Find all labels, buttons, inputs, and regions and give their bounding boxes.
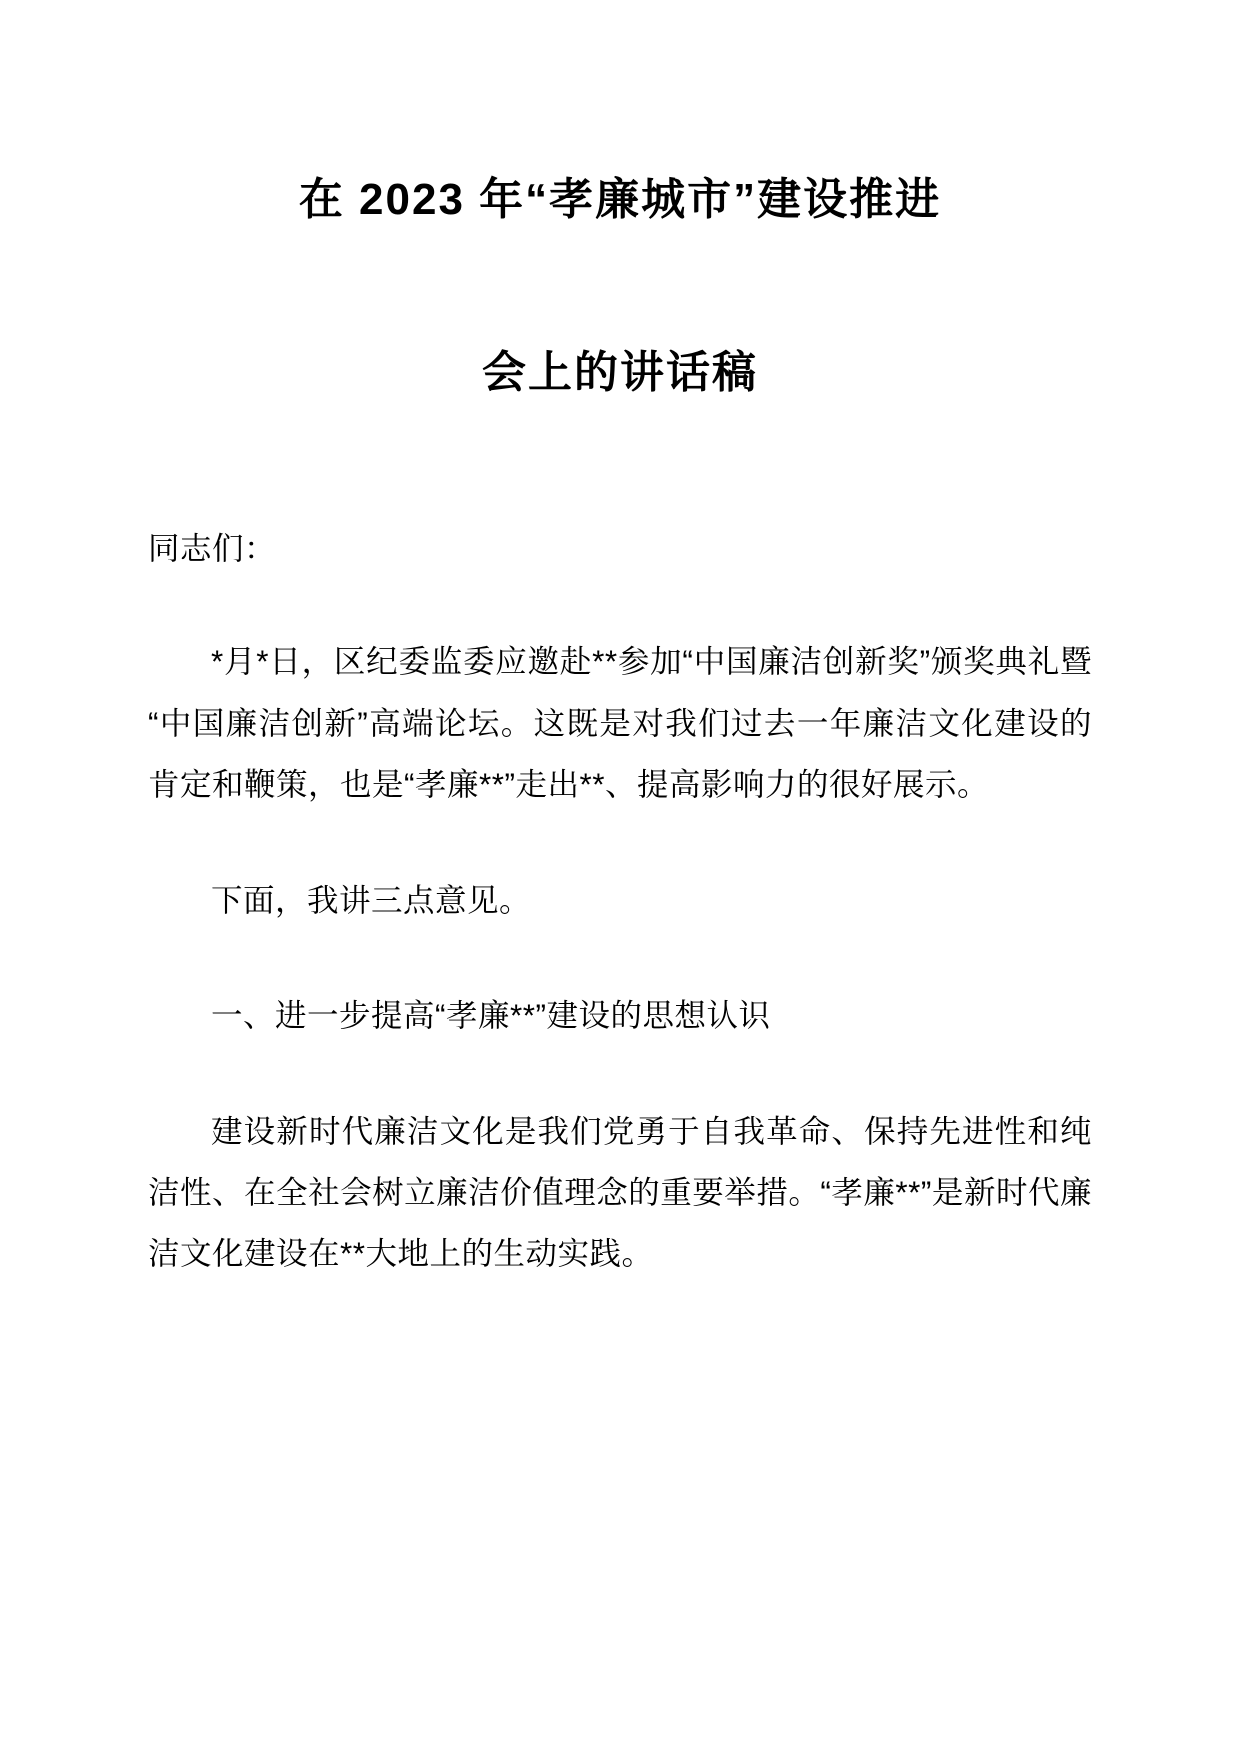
- document-body: [148, 518, 1092, 1285]
- section-heading-1: 一、进一步提高“孝廉**”建设的思想认识: [211, 997, 771, 1034]
- salutation: 同志们：: [148, 530, 277, 566]
- title-line-1: 在 2023 年“孝廉城市”建设推进: [298, 175, 942, 224]
- title-line-2: 会上的讲话稿: [482, 348, 758, 397]
- page-title: [148, 172, 1092, 400]
- paragraph-3: 建设新时代廉洁文化是我们党勇于自我革命、保持先进性和纯洁性、在全社会树立廉洁价值理念的重要举措。“孝廉**”是新时代廉洁文化建设在**大地上的生动实践。: [148, 1112, 1092, 1272]
- paragraph-1: *月*日，区纪委监委应邀赴**参加“中国廉洁创新奖”颁奖典礼暨“中国廉洁创新”高端论坛。这既是对我们过去一年廉洁文化建设的肯定和鞭策，也是“孝廉**”走出**、提高影响力的很好展示。: [148, 643, 1092, 803]
- paragraph-2: 下面，我讲三点意见。: [211, 881, 532, 918]
